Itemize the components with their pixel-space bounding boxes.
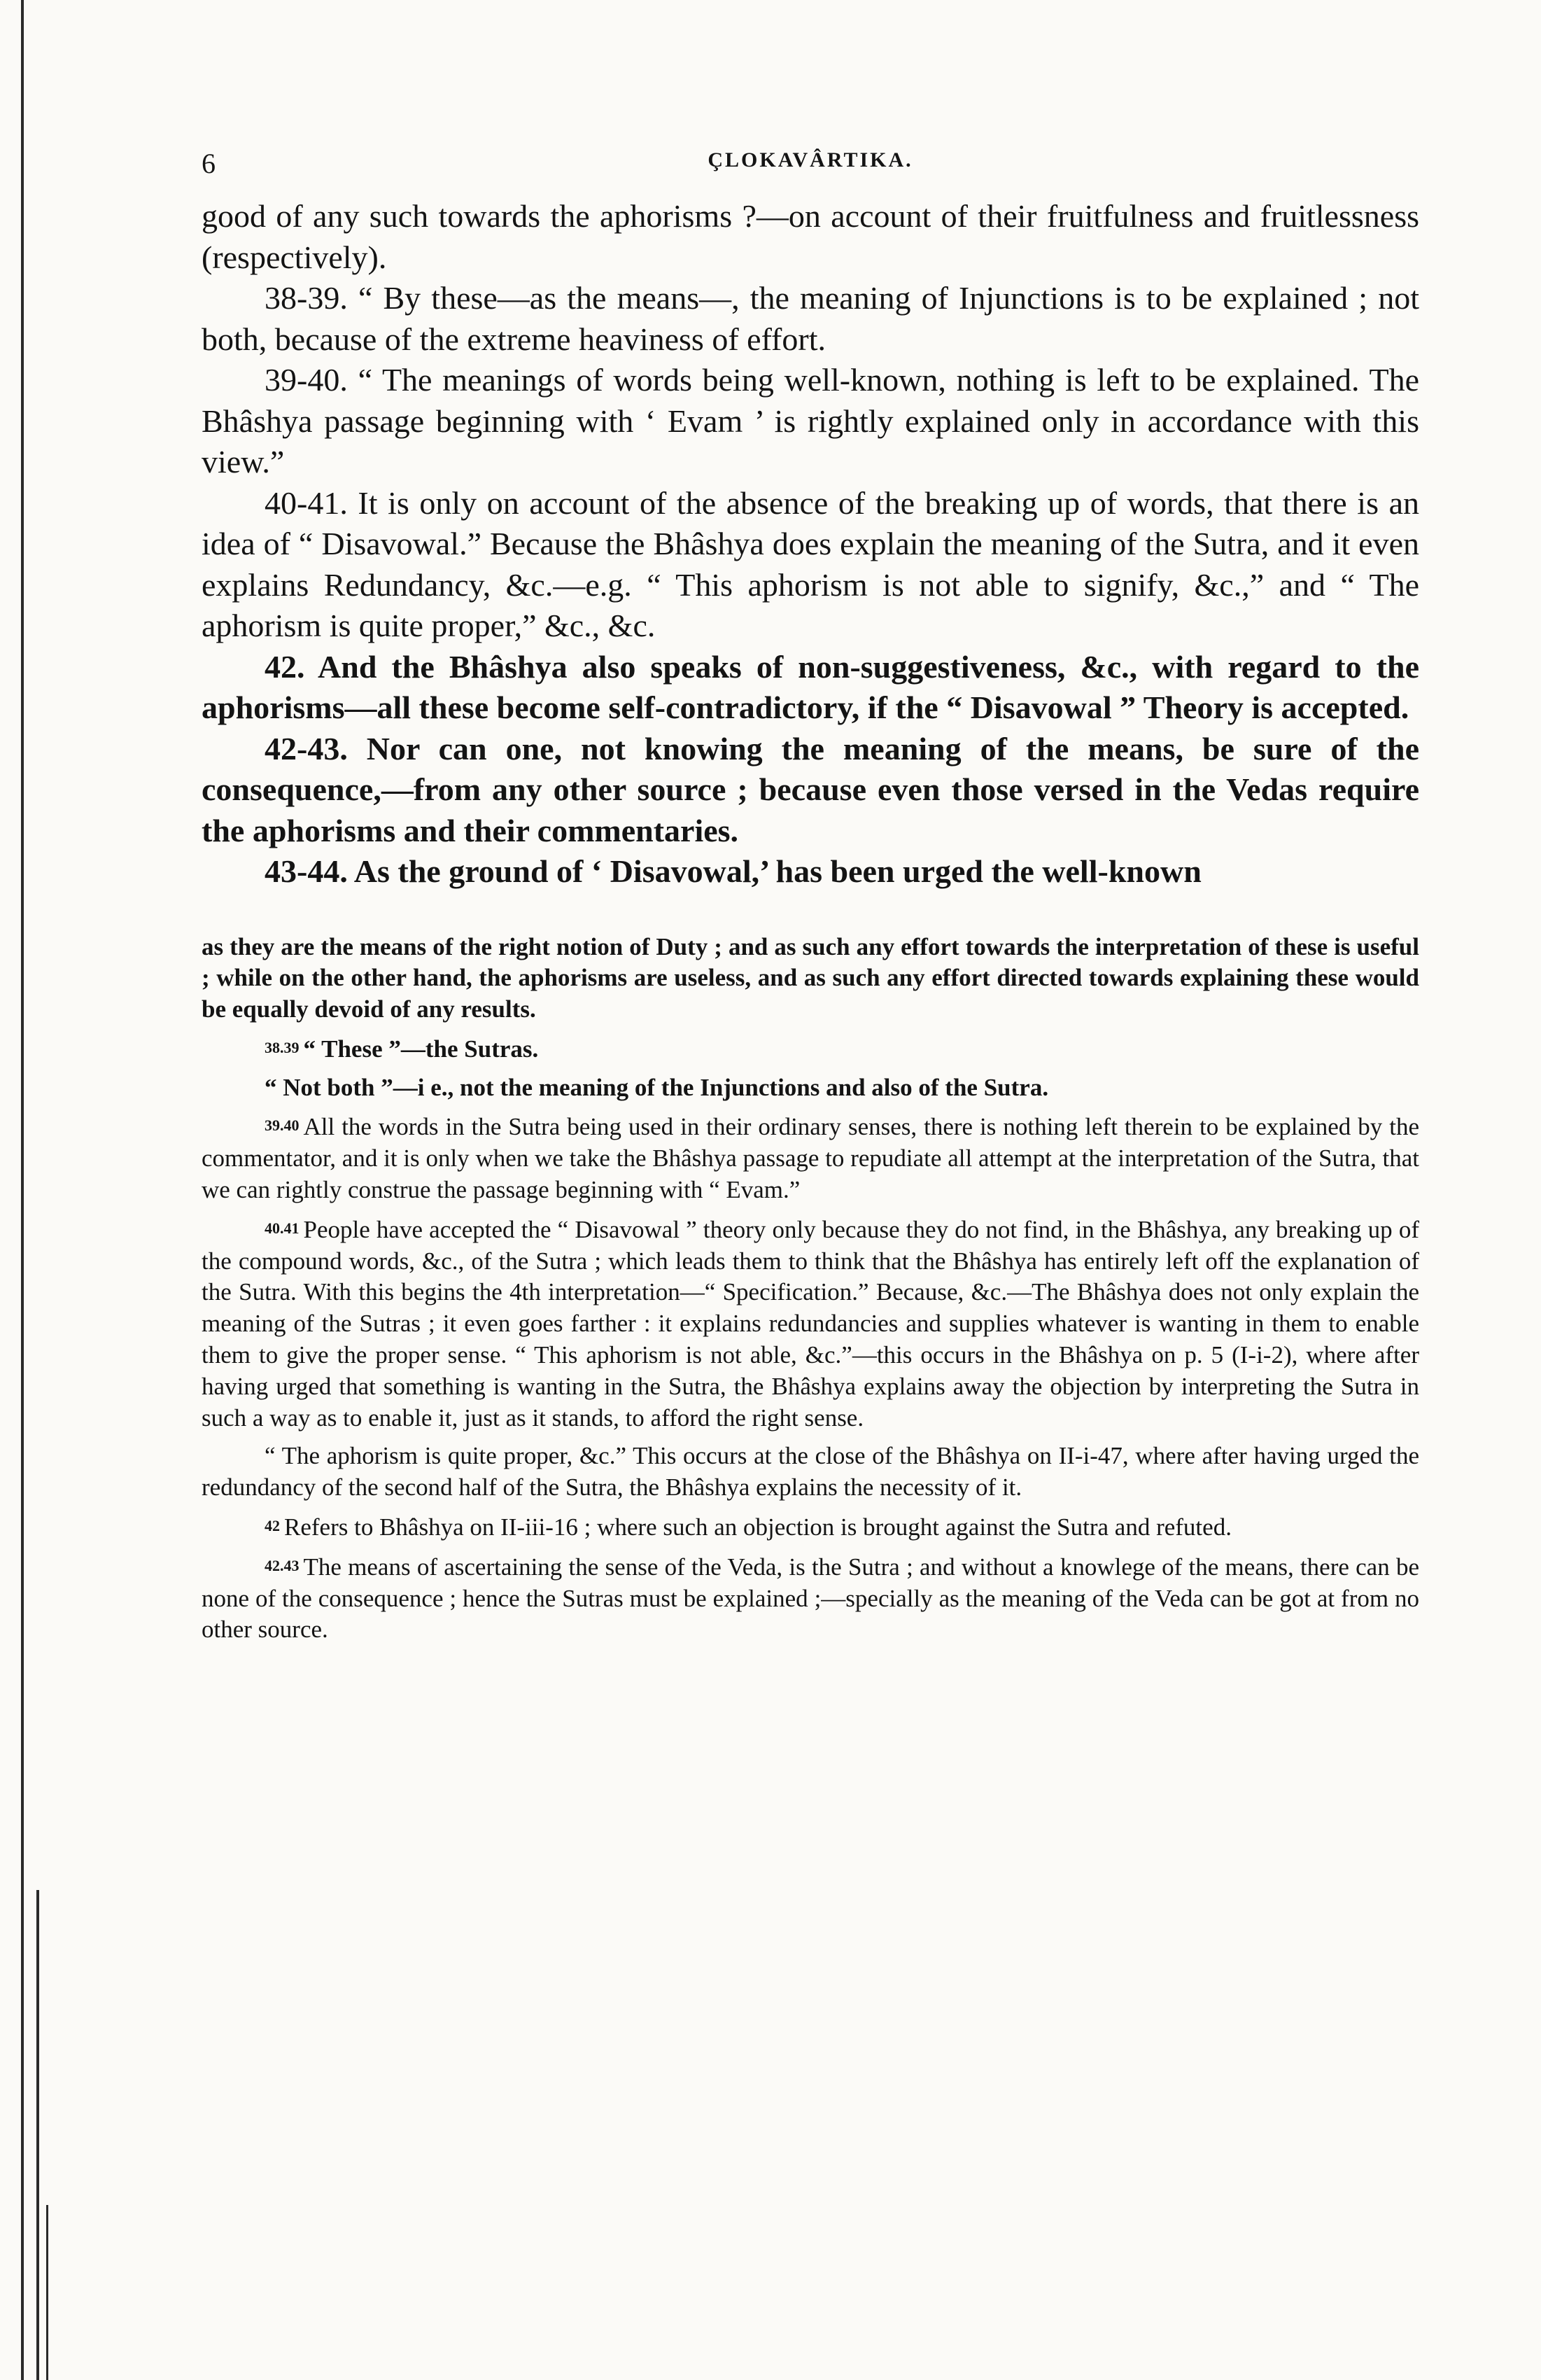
footnote xyxy=(202,1441,1419,1504)
footnote-ref: 40.41 xyxy=(265,1219,300,1237)
running-title: ÇLOKAVÂRTIKA. xyxy=(708,148,913,172)
main-paragraph: 42-43. Nor can one, not knowing the meaning of the means, be sure of the consequence,—from any other source ; because even those versed in the Vedas require the aphorisms and their commentaries. xyxy=(202,730,1419,848)
footnote-ref: 38.39 xyxy=(265,1038,300,1056)
footnote-text: Refers to Bhâshya on II-iii-16 ; where such an objection is brought against the Sutra and refuted. xyxy=(284,1513,1232,1541)
footnote-text: “ These ”—the Sutras. xyxy=(303,1035,539,1063)
scan-edge-line xyxy=(36,1890,39,2380)
book-page xyxy=(202,140,1419,1646)
footnote-text: All the words in the Sutra being used in their ordinary senses, there is nothing left therein to be explained by the commentator, and it is only when we take the Bhâshya passage to repudiate all attempt at the interpretation of the Sutra, that we can rightly construe the passage beginning with “ Evam.” xyxy=(202,1113,1419,1204)
main-paragraph: 40-41. It is only on account of the absence of the breaking up of words, that there is an idea of “ Disavowal.” Because the Bhâshya does explain the meaning of the Sutra, and it even explains Redundancy, &c.—e.g. “ This aphorism is not able to signify, &c.,” and “ The aphorism is quite proper,” &c., &c. xyxy=(202,484,1419,643)
footnote xyxy=(202,1110,1419,1205)
footnote-text: as they are the means of the right notion of Duty ; and as such any effort towards the interpretation of these is useful ; while on the other hand, the aphorisms are useless, and as such any effort directed towards explaining these would be equally devoid of any results. xyxy=(202,932,1419,1023)
footnote-ref: 39.40 xyxy=(265,1116,300,1135)
footnote-text: “ The aphorism is quite proper, &c.” This occurs at the close of the Bhâshya on II-i-47, where after having urged the redundancy of the second half of the Sutra, the Bhâshya explains the necessity of it. xyxy=(202,1442,1419,1502)
main-paragraph: 42. And the Bhâshya also speaks of non-suggestiveness, &c., with regard to the aphorisms—all these become self-contradictory, if the “ Disavowal ” Theory is accepted. xyxy=(202,648,1419,725)
footnote xyxy=(202,1213,1419,1434)
footnote-ref: 42 xyxy=(265,1517,280,1535)
footnote xyxy=(202,1550,1419,1646)
footnotes xyxy=(202,932,1419,1646)
page-header xyxy=(202,140,1419,196)
footnote xyxy=(202,932,1419,1026)
footnote xyxy=(202,1032,1419,1065)
main-text xyxy=(202,196,1419,892)
page-number: 6 xyxy=(202,148,216,179)
footnote xyxy=(202,1511,1419,1544)
main-paragraph: 43-44. As the ground of ‘ Disavowal,’ has been urged the well-known xyxy=(265,853,1202,889)
main-paragraph: 38-39. “ By these—as the means—, the meaning of Injunctions is to be explained ; not both, because of the extreme heaviness of effort. xyxy=(202,280,1419,357)
footnote xyxy=(202,1072,1419,1104)
scan-edge-line xyxy=(21,0,24,2380)
footnote-text: The means of ascertaining the sense of the Veda, is the Sutra ; and without a knowlege of the means, there can be none of the consequence ; hence the Sutras must be explained ;—specially as the meaning of the Veda can be got at from no other source. xyxy=(202,1553,1419,1644)
footnote-text: “ Not both ”—i e., not the meaning of the Injunctions and also of the Sutra. xyxy=(265,1073,1049,1101)
footnote-ref: 42.43 xyxy=(265,1556,300,1574)
main-paragraph: good of any such towards the aphorisms ?—on account of their fruitfulness and fruitlessness (respectively). xyxy=(202,198,1419,275)
footnote-text: People have accepted the “ Disavowal ” theory only because they do not find, in the Bhâshya, any breaking up of the compound words, &c., of the Sutra ; which leads them to think that the Bhâshya has entirely left off the explanation of the Sutra. With this begins the 4th interpretation—“ Specification.” Because, &c.—The Bhâshya does not only explain the meaning of the Sutras ; it even goes farther : it explains redundancies and supplies whatever is wanting in them to enable them to give the proper sense. “ This aphorism is not able, &c.”—this occurs in the Bhâshya on p. 5 (I-i-2), where after having urged that something is wanting in the Sutra, the Bhâshya explains away the objection by interpreting the Sutra in such a way as to enable it, just as it stands, to afford the right sense. xyxy=(202,1215,1419,1432)
scan-edge-line xyxy=(46,2205,48,2380)
main-paragraph: 39-40. “ The meanings of words being well-known, nothing is left to be explained. The Bhâshya passage beginning with ‘ Evam ’ is rightly explained only in accordance with this view.” xyxy=(202,362,1419,479)
